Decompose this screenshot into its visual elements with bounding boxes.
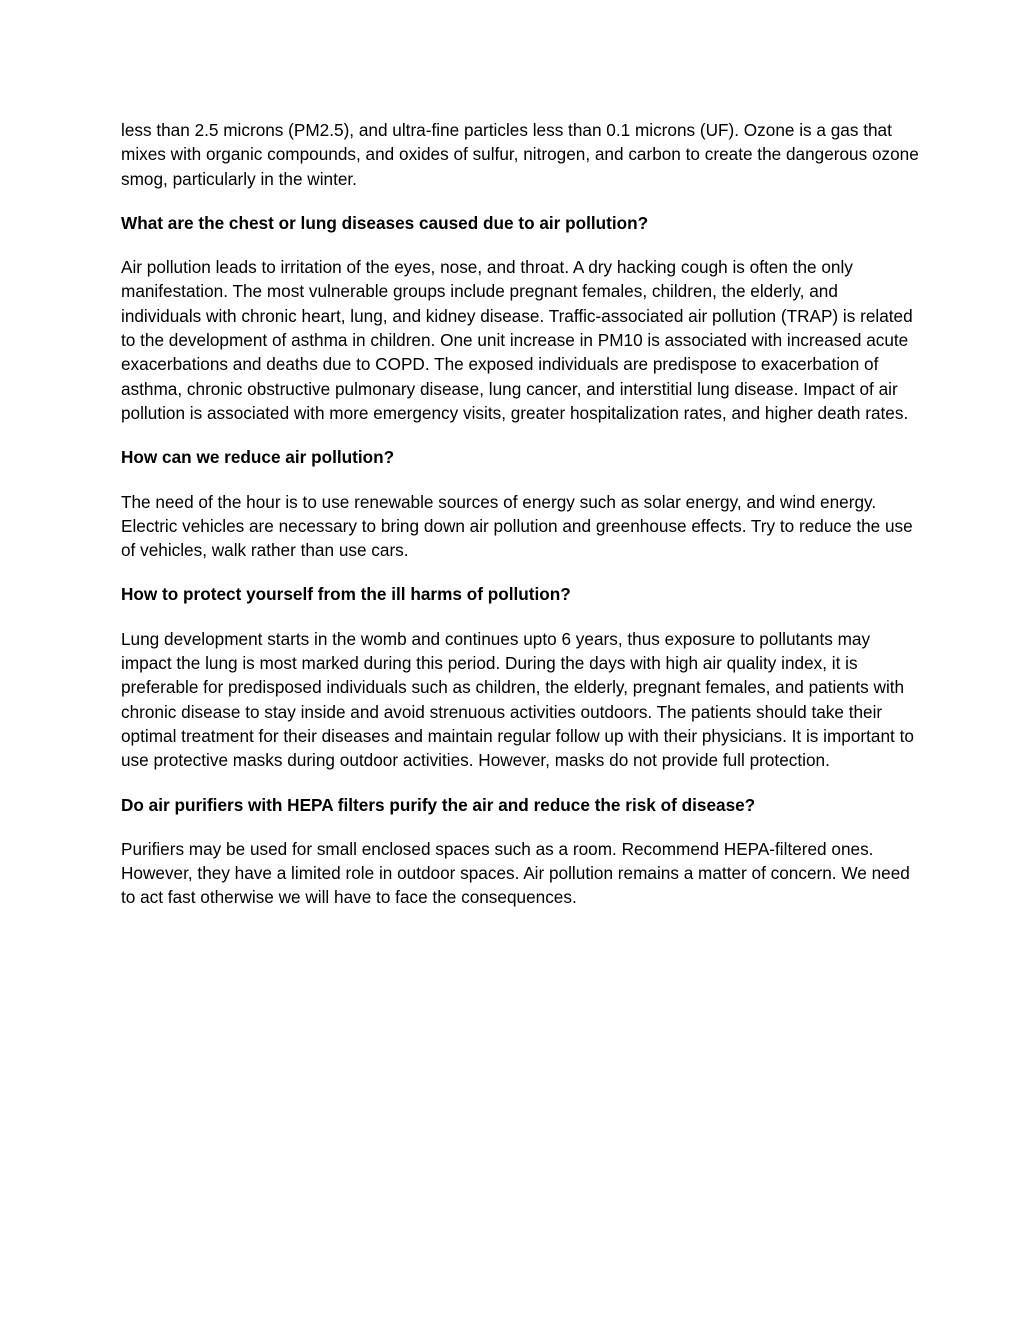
heading-protect-yourself: How to protect yourself from the ill harms of pollution? [121,584,571,605]
paragraph-protect-yourself: Lung development starts in the womb and continues upto 6 years, thus exposure to pollutants may impact the lung is most marked during this period. During the days with high air quality index, it is preferable for predisposed individuals such as children, the elderly, pregnant females, and patients with chronic disease to stay inside and avoid strenuous activities outdoors. The patients should take their optimal treatment for their diseases and maintain regular follow up with their physicians. It is important to use protective masks during outdoor activities. However, masks do not provide full protection. [121,628,914,771]
heading-lung-diseases: What are the chest or lung diseases caused due to air pollution? [121,212,649,233]
paragraph-lung-diseases: Air pollution leads to irritation of the eyes, nose, and throat. A dry hacking cough is often the only manifestation. The most vulnerable groups include pregnant females, children, the elderly, and individuals with chronic heart, lung, and kidney disease. Traffic-associated air pollution (TRAP) is related to the development of asthma in children. One unit increase in PM10 is associated with increased acute exacerbations and deaths due to COPD. The exposed individuals are predispose to exacerbation of asthma, chronic obstructive pulmonary disease, lung cancer, and interstitial lung disease. Impact of air pollution is associated with more emergency visits, greater hospitalization rates, and higher death rates. [121,257,913,423]
heading-air-purifiers: Do air purifiers with HEPA filters purify the air and reduce the risk of disease? [121,794,756,815]
paragraph-reduce-pollution: The need of the hour is to use renewable sources of energy such as solar energy, and wind energy. Electric vehicles are necessary to bring down air pollution and greenhouse effects. Try to reduce the use of vehicles, walk rather than use cars. [121,491,913,561]
heading-reduce-pollution: How can we reduce air pollution? [121,447,395,468]
paragraph-particles-ozone: less than 2.5 microns (PM2.5), and ultra-fine particles less than 0.1 microns (UF). Ozone is a gas that mixes with organic compounds, and oxides of sulfur, nitrogen, and carbon to create the dangerous ozone smog, particularly in the winter. [121,120,919,189]
paragraph-air-purifiers: Purifiers may be used for small enclosed spaces such as a room. Recommend HEPA-filtered ones. However, they have a limited role in outdoor spaces. Air pollution remains a matter of concern. We need to act fast otherwise we will have to face the consequences. [121,838,910,908]
document-body [121,118,921,930]
